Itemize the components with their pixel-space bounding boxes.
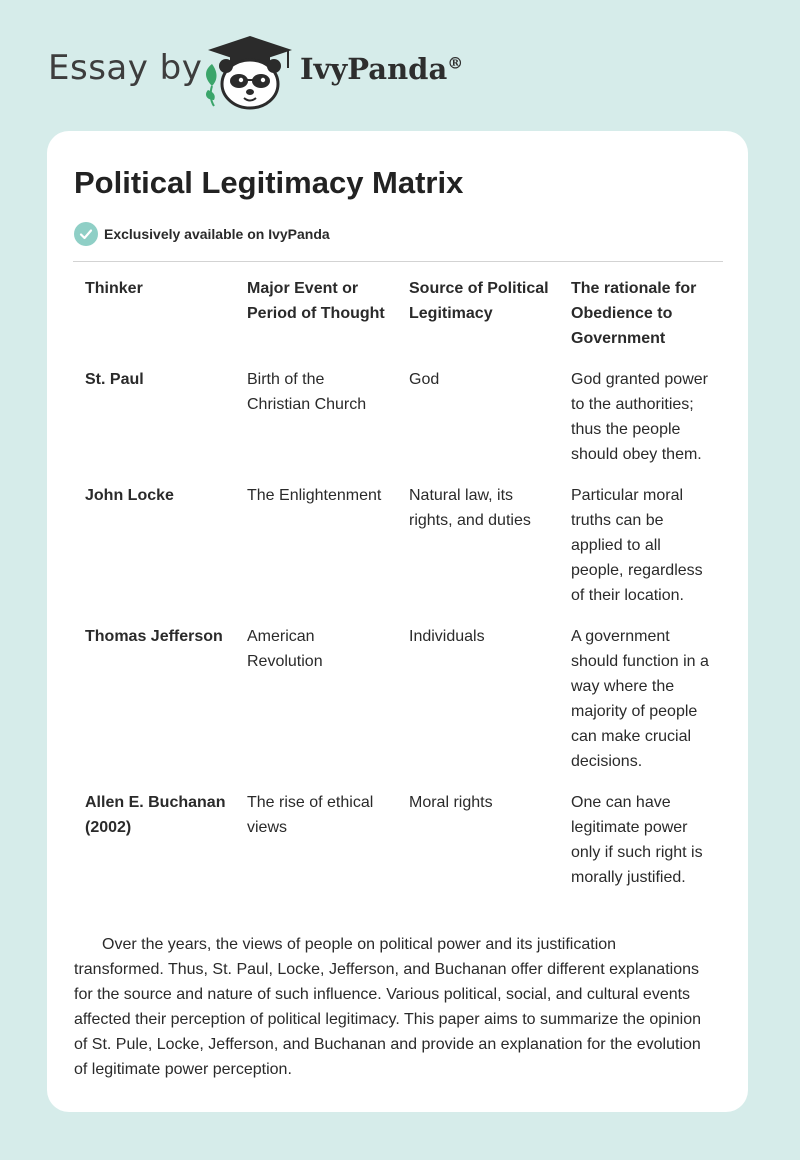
cell-rationale: Particular moral truths can be applied to all people, regardless of their location. xyxy=(571,487,703,604)
registered-mark: ® xyxy=(447,53,464,73)
cell-rationale: One can have legitimate power only if such right is morally justified. xyxy=(571,794,703,886)
legitimacy-table xyxy=(73,276,723,906)
essay-by-label: Essay by xyxy=(48,48,203,88)
table-header-row xyxy=(73,276,723,367)
header-thinker: Thinker xyxy=(85,280,143,297)
page-title: Political Legitimacy Matrix xyxy=(74,165,464,200)
brand-text: IvyPanda xyxy=(300,52,448,86)
cell-event: American Revolution xyxy=(247,628,323,670)
check-icon xyxy=(74,222,98,246)
cell-rationale: A government should function in a way where the majority of people can make crucial decisions. xyxy=(571,628,709,770)
essay-card xyxy=(47,131,748,1112)
cell-source: Moral rights xyxy=(409,794,493,811)
cell-event: The Enlightenment xyxy=(247,487,382,504)
cell-source: Natural law, its rights, and duties xyxy=(409,487,531,529)
divider xyxy=(73,261,723,262)
cell-rationale: God granted power to the authorities; thus the people should obey them. xyxy=(571,371,708,463)
header-rationale: The rationale for Obedience to Government xyxy=(571,280,697,347)
exclusive-label: Exclusively available on IvyPanda xyxy=(104,226,330,242)
cell-source: God xyxy=(409,371,440,388)
table-row xyxy=(73,624,723,790)
cell-thinker: Thomas Jefferson xyxy=(85,628,223,645)
cell-thinker: Allen E. Buchanan (2002) xyxy=(85,794,226,836)
cell-thinker: St. Paul xyxy=(85,371,144,388)
brand-name xyxy=(300,52,463,86)
site-header xyxy=(0,0,800,130)
cell-source: Individuals xyxy=(409,628,485,645)
table-row xyxy=(73,790,723,906)
header-major-event: Major Event or Period of Thought xyxy=(247,280,385,322)
table-row xyxy=(73,483,723,624)
cell-event: The rise of ethical views xyxy=(247,794,374,836)
header-source: Source of Political Legitimacy xyxy=(409,280,549,322)
table-row xyxy=(73,367,723,483)
body-paragraph: Over the years, the views of people on political power and its justification transformed. Thus, St. Paul, Locke, Jefferson, and Buchanan offer different explanations for the source and nature of such influence. Various political, social, and cultural events affected their perception of political legitimacy. This paper aims to summarize the opinion of St. Pule, Locke, Jefferson, and Buchanan and provide an explanation for the evolution of legitimate power perception. xyxy=(74,936,701,1078)
panda-graduate-logo-icon xyxy=(200,34,300,110)
cell-thinker: John Locke xyxy=(85,487,174,504)
cell-event: Birth of the Christian Church xyxy=(247,371,367,413)
exclusive-badge xyxy=(74,222,330,246)
